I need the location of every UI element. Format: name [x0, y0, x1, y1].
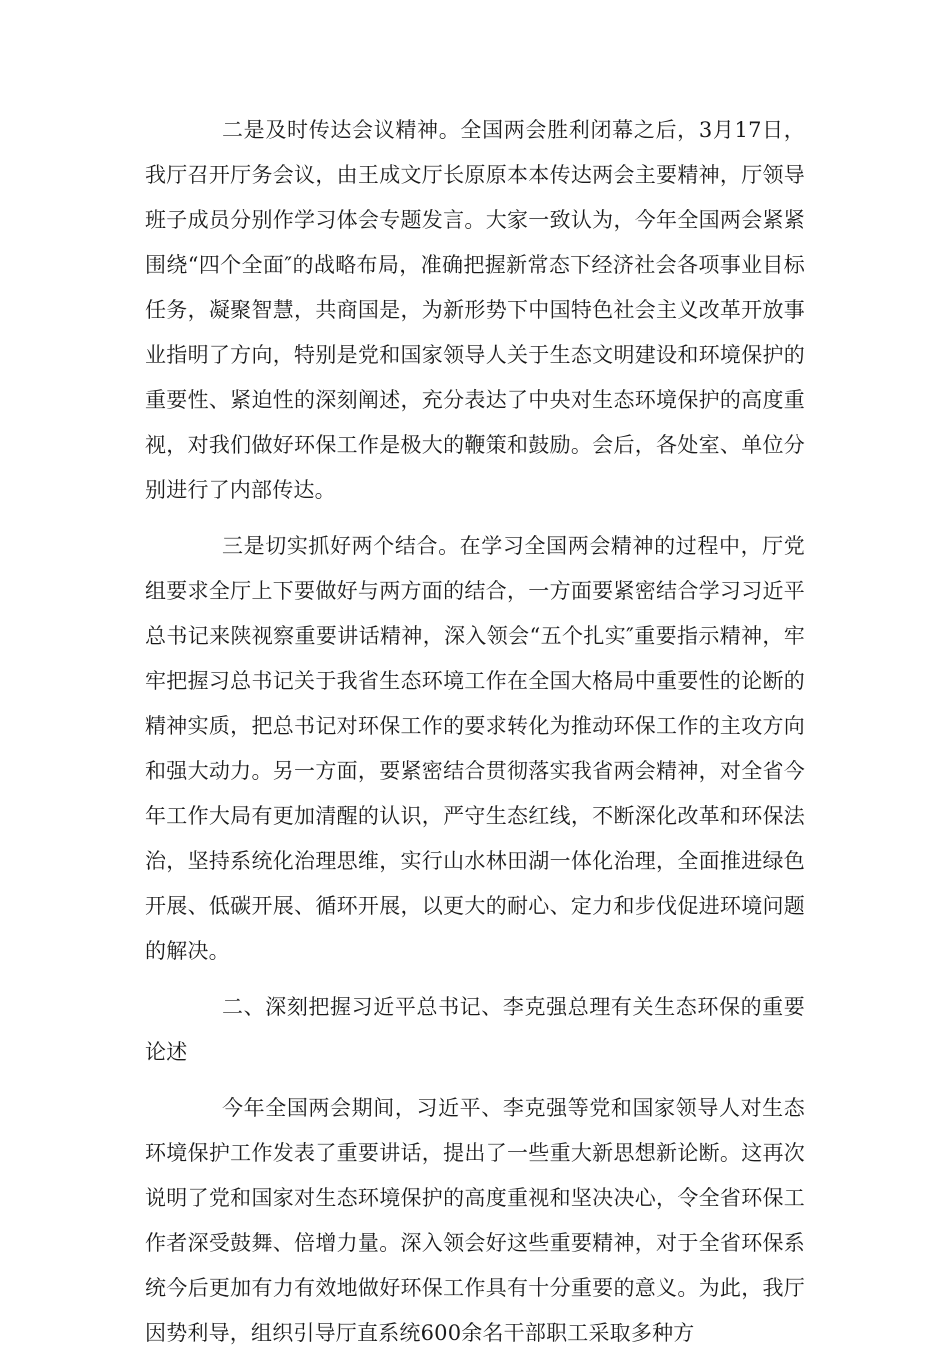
paragraph-transmit-meeting-spirit: 二是及时传达会议精神。全国两会胜利闭幕之后，3月17日，我厅召开厅务会议，由王成文厅长原原本本传达两会主要精神，厅领导班子成员分别作学习体会专题发言。大家一致认为，今年全国两会紧紧围绕“四个全面″的战略布局，准确把握新常态下经济社会各项事业目标任务，凝聚智慧，共商国是，为新形势下中国特色社会主义改革开放事业指明了方向，特别是党和国家领导人关于生态文明建设和环境保护的重要性、紧迫性的深刻阐述，充分表达了中央对生态环境保护的高度重视，对我们做好环保工作是极大的鞭策和鼓励。会后，各处室、单位分别进行了内部传达。 — [145, 118, 805, 502]
section-heading-ecological-remarks: 二、深刻把握习近平总书记、李克强总理有关生态环保的重要论述 — [145, 995, 805, 1064]
paragraph-two-combinations: 三是切实抓好两个结合。在学习全国两会精神的过程中，厅党组要求全厅上下要做好与两方面的结合，一方面要紧密结合学习习近平总书记来陕视察重要讲话精神，深入领会“五个扎实″重要指示精神，牢牢把握习总书记关于我省生态环境工作在全国大格局中重要性的论断的精神实质，把总书记对环保工作的要求转化为推动环保工作的主攻方向和强大动力。另一方面，要紧密结合贯彻落实我省两会精神，对全省今年工作大局有更加清醒的认识，严守生态红线，不断深化改革和环保法治，坚持系统化治理思维，实行山水林田湖一体化治理，全面推进绿色开展、低碳开展、循环开展，以更大的耐心、定力和步伐促进环境问题的解决。 — [145, 534, 805, 963]
paragraph-two-sessions-remarks: 今年全国两会期间，习近平、李克强等党和国家领导人对生态环境保护工作发表了重要讲话，提出了一些重大新思想新论断。这再次说明了党和国家对生态环境保护的高度重视和坚决决心，令全省环保工作者深受鼓舞、倍增力量。深入领会好这些重要精神，对于全省环保系统今后更加有力有效地做好环保工作具有十分重要的意义。为此，我厅因势利导，组织引导厅直系统600余名干部职工采取多种方 — [145, 1096, 805, 1345]
document-body — [145, 108, 805, 1367]
